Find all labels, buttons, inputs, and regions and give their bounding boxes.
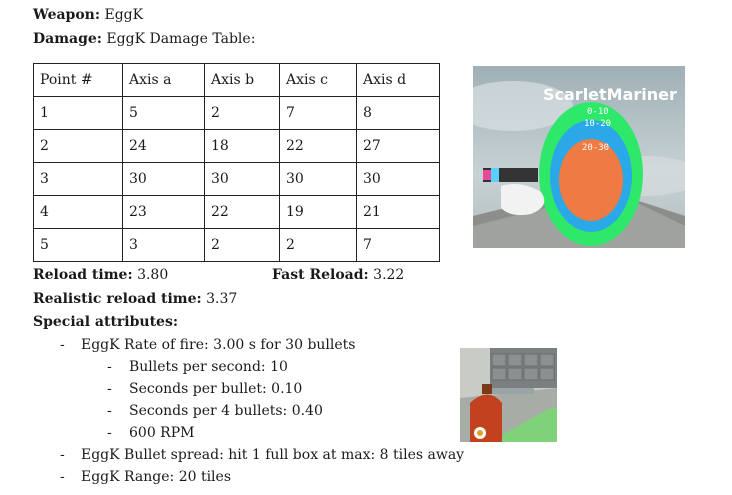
ring-label: 20-30	[582, 143, 610, 153]
table-header-cell: Axis d	[357, 64, 440, 97]
table-header-cell: Point #	[34, 64, 123, 97]
first-person-scene	[460, 348, 557, 442]
seconds-per-bullet: Seconds per bullet: 0.10	[129, 381, 303, 397]
table-cell: 7	[280, 97, 357, 130]
table-cell: 30	[205, 163, 280, 196]
special-attributes-label: Special attributes:	[33, 314, 179, 330]
bullet-dash: -	[107, 381, 112, 397]
table-row	[34, 130, 440, 163]
table-cell: 2	[205, 229, 280, 262]
target-screenshot	[473, 66, 685, 248]
realistic-reload-value: 3.37	[206, 291, 238, 307]
fast-reload-line	[272, 267, 404, 283]
damage-table	[33, 63, 440, 262]
table-cell: 7	[357, 229, 440, 262]
table-cell: 30	[123, 163, 205, 196]
realistic-reload-label: Realistic reload time:	[33, 291, 202, 307]
rpm: 600 RPM	[129, 425, 195, 441]
damage-table-caption: EggK Damage Table:	[106, 31, 256, 47]
bullet-dash: -	[107, 425, 112, 441]
table-row	[34, 163, 440, 196]
ring-label: 0-10	[587, 107, 609, 117]
table-cell: 3	[34, 163, 123, 196]
table-header-row	[34, 64, 440, 97]
table-cell: 5	[123, 97, 205, 130]
table-cell: 24	[123, 130, 205, 163]
weapon-line	[33, 7, 143, 23]
player-name: ScarletMariner	[543, 85, 677, 104]
table-cell: 2	[205, 97, 280, 130]
damage-label: Damage:	[33, 31, 102, 47]
table-header-cell: Axis c	[280, 64, 357, 97]
seconds-per-4-bullets: Seconds per 4 bullets: 0.40	[129, 403, 323, 419]
table-cell: 23	[123, 196, 205, 229]
table-cell: 22	[205, 196, 280, 229]
rate-of-fire: EggK Rate of fire: 3.00 s for 30 bullets	[81, 337, 356, 353]
ring-label: 10-20	[584, 119, 612, 129]
realistic-reload-line	[33, 291, 237, 307]
damage-line	[33, 31, 255, 47]
table-cell: 30	[357, 163, 440, 196]
reload-label: Reload time:	[33, 267, 133, 283]
bullet-dash: -	[60, 447, 65, 463]
weapon-label: Weapon:	[33, 7, 101, 23]
special-attributes-heading	[33, 314, 178, 330]
first-person-screenshot	[460, 348, 557, 442]
table-cell: 2	[34, 130, 123, 163]
table-cell: 1	[34, 97, 123, 130]
table-cell: 18	[205, 130, 280, 163]
range: EggK Range: 20 tiles	[81, 469, 232, 485]
table-header-cell: Axis a	[123, 64, 205, 97]
table-cell: 4	[34, 196, 123, 229]
weapon-name: EggK	[104, 7, 144, 23]
table-row	[34, 229, 440, 262]
fast-reload-value: 3.22	[373, 267, 405, 283]
bullet-dash: -	[60, 337, 65, 353]
table-row	[34, 97, 440, 130]
table-cell: 22	[280, 130, 357, 163]
target-scene	[473, 66, 685, 248]
reload-value: 3.80	[137, 267, 169, 283]
table-cell: 2	[280, 229, 357, 262]
table-cell: 27	[357, 130, 440, 163]
bullet-dash: -	[60, 469, 65, 485]
bullet-spread: EggK Bullet spread: hit 1 full box at max: 8 tiles away	[81, 447, 465, 463]
bullet-dash: -	[107, 359, 112, 375]
bullet-dash: -	[107, 403, 112, 419]
table-cell: 8	[357, 97, 440, 130]
table-cell: 30	[280, 163, 357, 196]
table-cell: 3	[123, 229, 205, 262]
table-cell: 19	[280, 196, 357, 229]
table-cell: 5	[34, 229, 123, 262]
table-row	[34, 196, 440, 229]
table-header-cell: Axis b	[205, 64, 280, 97]
reload-line	[33, 267, 168, 283]
fast-reload-label: Fast Reload:	[272, 267, 369, 283]
bullets-per-second: Bullets per second: 10	[129, 359, 288, 375]
table-cell: 21	[357, 196, 440, 229]
